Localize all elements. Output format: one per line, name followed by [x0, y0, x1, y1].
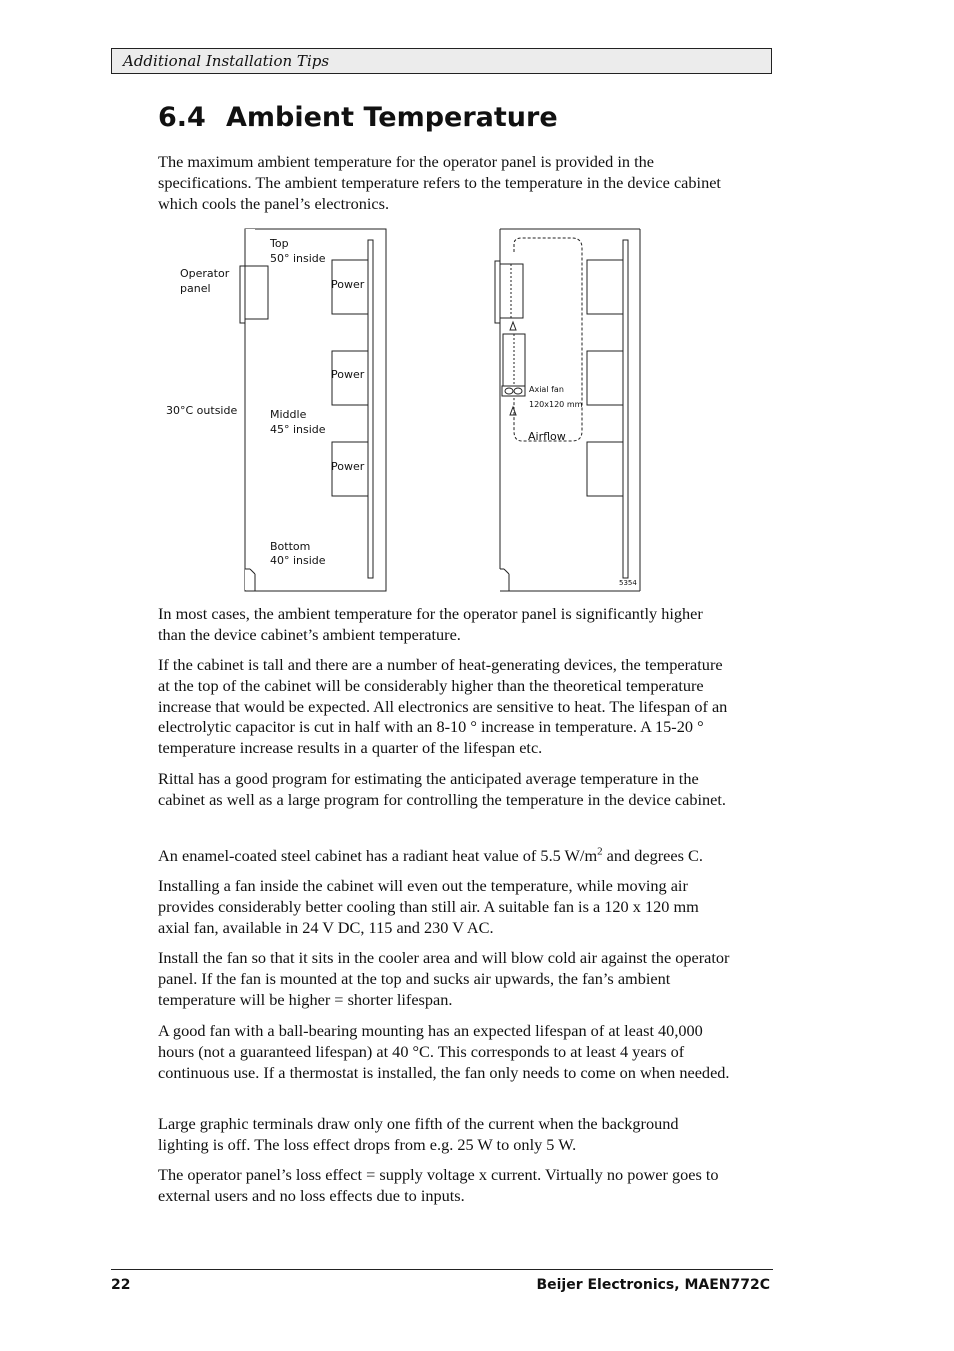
label-middle: Middle [270, 408, 307, 421]
label-top-temperature: 50° inside [270, 252, 326, 265]
paragraph-4-superscript: 2 [597, 845, 603, 858]
paragraph-4-text-end: and degrees C. [602, 846, 703, 865]
label-middle-temperature: 45° inside [270, 423, 326, 436]
label-airflow: Airflow [528, 430, 566, 443]
airflow-arrow-upper [510, 322, 516, 330]
label-axial-fan: Axial fan [529, 385, 564, 394]
airflow-loop [514, 238, 582, 441]
label-fan-size: 120x120 mm [529, 400, 583, 409]
running-header-text: Additional Installation Tips [123, 52, 330, 70]
paragraph-5: Installing a fan inside the cabinet will even out the temperature, while moving air provides considerably better cooling than still air. A suitable fan is a 120 x 120 mm axial fan, available in 24 V DC, 115 and 230 V AC. [158, 876, 699, 937]
section-heading [158, 102, 558, 133]
paragraph-8: Large graphic terminals draw only one fifth of the current when the background lighting is off. The loss effect drops from e.g. 25 W to only 5 W. [158, 1114, 679, 1154]
airflow-arrow-lower [510, 407, 516, 415]
paragraph-6: Install the fan so that it sits in the cooler area and will blow cold air against the operator panel. If the fan is mounted at the top and sucks air upwards, the fan’s ambient temperature will be higher = shorter lifespan. [158, 948, 730, 1009]
paragraph-1: In most cases, the ambient temperature for the operator panel is significantly higher than the device cabinet’s ambient temperature. [158, 604, 703, 644]
paragraph-2: If the cabinet is tall and there are a number of heat-generating devices, the temperature at the top of the cabinet will be considerably higher than the theoretical temperature increase that would be expected. All electronics are sensitive to heat. The lifespan of an electrolytic capacitor is cut in half with an 8-10 ° increase in temperature. A 15-20 ° temperature increase results in a quarter of the lifespan etc. [158, 655, 728, 758]
paragraph-3: Rittal has a good program for estimating the anticipated average temperature in the cabinet as well as a large program for controlling the temperature in the device cabinet. [158, 769, 726, 809]
paragraph-4 [158, 846, 733, 867]
footer-rule [111, 1269, 773, 1270]
right-rail [623, 240, 628, 578]
document-id: Beijer Electronics, MAEN772C [536, 1277, 770, 1293]
left-rail [368, 240, 373, 578]
intro-paragraph: The maximum ambient temperature for the operator panel is provided in the specifications. The ambient temperature refers to the temperature in the device cabinet which cools the panel’s electronics. [158, 152, 721, 213]
right-device-box-3 [587, 442, 623, 496]
label-power-3: Power [331, 460, 365, 473]
running-header [111, 48, 772, 74]
paragraph-4-text: An enamel-coated steel cabinet has a radiant heat value of 5.5 W/m [158, 846, 598, 865]
label-bottom-temperature: 40° inside [270, 554, 326, 567]
operator-panel-box [245, 266, 268, 319]
label-power-1: Power [331, 278, 365, 291]
section-title: Ambient Temperature [226, 102, 558, 133]
right-cabinet [495, 229, 640, 591]
right-device-box-2 [587, 351, 623, 405]
right-device-box-1 [587, 260, 623, 314]
cabinet-temperature-diagram [160, 226, 650, 596]
paragraph-9: The operator panel’s loss effect = supply voltage x current. Virtually no power goes to external users and no loss effects due to inputs. [158, 1165, 719, 1205]
label-operator-panel-line1: Operator [180, 267, 230, 280]
paragraph-7: A good fan with a ball-bearing mounting has an expected lifespan of at least 40,000 hours (not a guaranteed lifespan) at 40 °C. This corresponds to at least 4 years of continuous use. If a thermostat is installed, the fan only needs to come on when needed. [158, 1021, 730, 1082]
label-top: Top [270, 237, 289, 250]
label-operator-panel-line2: panel [180, 282, 211, 295]
label-bottom: Bottom [270, 540, 311, 553]
figure-id: 5354 [619, 579, 637, 587]
label-outside-temperature: 30°C outside [166, 404, 238, 417]
section-number: 6.4 [158, 102, 206, 133]
page-number: 22 [111, 1277, 131, 1293]
label-power-2: Power [331, 368, 365, 381]
